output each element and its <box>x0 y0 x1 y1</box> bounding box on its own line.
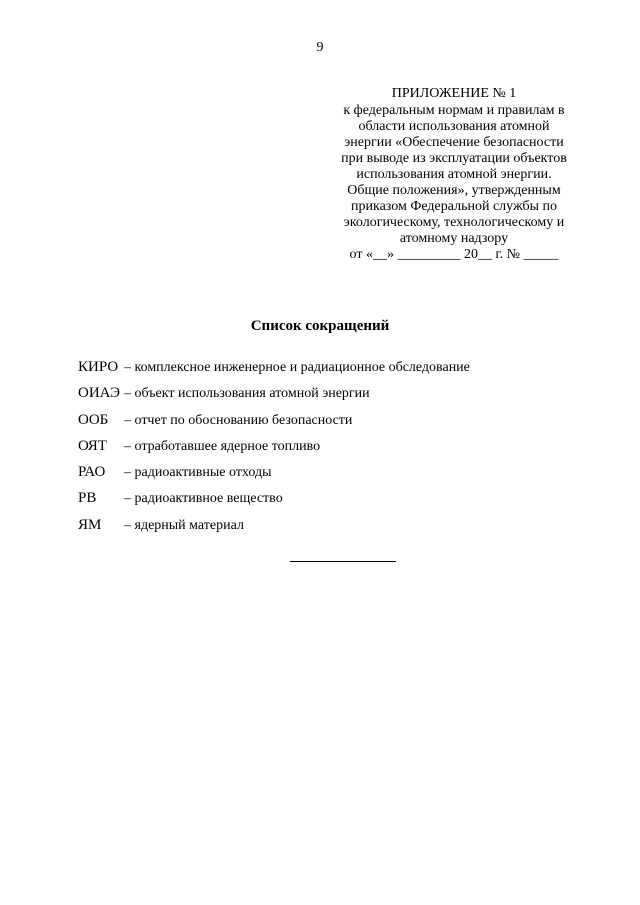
abbreviation-description: – отчет по обоснованию безопасности <box>124 412 353 428</box>
list-item <box>78 359 548 385</box>
appendix-title: ПРИЛОЖЕНИЕ № 1 <box>391 86 517 101</box>
abbreviations-list <box>78 359 548 543</box>
abbreviation-code: КИРО <box>78 359 119 375</box>
page-number: 9 <box>316 40 324 55</box>
end-of-section-rule <box>290 561 396 562</box>
abbreviation-code: ЯМ <box>78 516 102 533</box>
abbreviation-description: – радиоактивные отходы <box>124 465 272 481</box>
list-item <box>78 385 548 411</box>
list-item <box>78 490 548 516</box>
abbreviation-code: ОЯТ <box>78 437 107 454</box>
list-item <box>78 464 548 490</box>
abbreviation-description: – отработавшее ядерное топливо <box>124 438 321 454</box>
appendix-line: при выводе из эксплуатации объектов <box>341 151 567 166</box>
abbreviation-code: РАО <box>78 464 106 481</box>
list-item <box>78 412 548 438</box>
appendix-line: использования атомной энергии. <box>356 167 552 182</box>
abbreviations-title: Список сокращений <box>250 318 390 334</box>
abbreviation-code: ООБ <box>78 411 109 428</box>
abbreviation-description: – радиоактивное вещество <box>124 491 283 507</box>
appendix-line: Общие положения», утвержденным <box>347 183 561 198</box>
abbreviation-code: РВ <box>78 490 97 507</box>
abbreviation-code: ОИАЭ <box>78 385 121 402</box>
appendix-line: атомному надзору <box>399 231 509 246</box>
appendix-header <box>336 86 572 263</box>
appendix-line: приказом Федеральной службы по <box>351 199 557 214</box>
abbreviation-description: – объект использования атомной энергии <box>124 386 370 402</box>
list-item <box>78 517 548 543</box>
appendix-line: энергии «Обеспечение безопасности <box>344 135 564 150</box>
list-item <box>78 438 548 464</box>
abbreviation-description: – комплексное инженерное и радиационное обследование <box>124 360 470 375</box>
appendix-line: к федеральным нормам и правилам в <box>343 103 565 118</box>
appendix-date-line: от «__» _________ 20__ г. № _____ <box>349 247 559 262</box>
appendix-line: области использования атомной <box>358 119 550 134</box>
appendix-line: экологическому, технологическому и <box>343 215 565 230</box>
abbreviation-description: – ядерный материал <box>124 517 244 533</box>
